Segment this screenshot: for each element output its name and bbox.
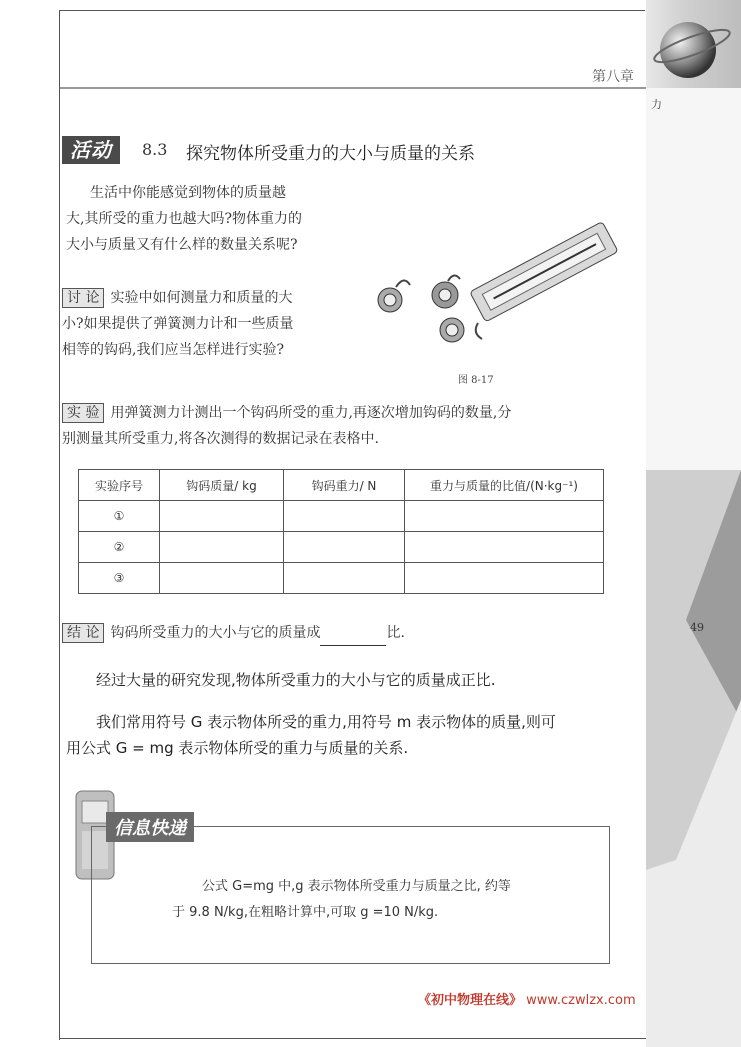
experiment-table [78, 469, 604, 594]
table-cell-index: ① [79, 501, 160, 532]
table-cell[interactable] [405, 501, 604, 532]
chapter-side-char: 力 [651, 98, 662, 111]
intro-line: 大小与质量又有什么样的数量关系呢? [66, 237, 298, 253]
page-frame-left [59, 10, 60, 1040]
conclusion-tag: 结 论 [62, 623, 104, 643]
page-frame-top [60, 10, 645, 11]
intro-line: 大,其所受的重力也越大吗?物体重力的 [66, 211, 302, 227]
table-header-cell: 实验序号 [79, 470, 160, 501]
table-row [79, 532, 604, 563]
info-line: 于 9.8 N/kg,在粗略计算中,可取 g =10 N/kg. [172, 905, 439, 920]
table-cell[interactable] [284, 563, 405, 594]
page-number: 49 [690, 621, 704, 634]
header-rule [60, 87, 646, 89]
discuss-line: 相等的钩码,我们应当怎样进行实验? [62, 342, 284, 358]
body-line: 用公式 G = mg 表示物体所受的重力与质量的关系. [66, 739, 409, 757]
info-line: 公式 G=mg 中,g 表示物体所受重力与质量之比, 约等 [202, 879, 511, 894]
figure-caption: 图 8-17 [458, 375, 494, 386]
footer-brand-name: 《初中物理在线》 [418, 993, 523, 1008]
experiment-line: 别测量其所受重力,将各次测得的数据记录在表格中. [62, 431, 379, 447]
side-wedge-graphic [646, 0, 741, 1047]
conclusion-text-end: 比. [386, 625, 405, 641]
table-cell[interactable] [284, 532, 405, 563]
body-line: 经过大量的研究发现,物体所受重力的大小与它的质量成正比. [96, 671, 496, 689]
activity-badge: 活动 [62, 136, 120, 164]
conclusion-blank[interactable] [320, 631, 386, 646]
body-line: 我们常用符号 G 表示物体所受的重力,用符号 m 表示物体的质量,则可 [96, 713, 556, 731]
spring-scale-figure [360, 195, 620, 365]
activity-number: 8.3 [142, 140, 168, 159]
intro-paragraph [66, 180, 366, 258]
table-cell[interactable] [160, 563, 284, 594]
experiment-section [62, 400, 622, 452]
table-cell[interactable] [160, 532, 284, 563]
experiment-tag: 实 验 [62, 403, 104, 423]
footer-url: www.czwlzx.com [526, 993, 636, 1008]
discuss-line: 实验中如何测量力和质量的大 [110, 290, 293, 306]
conclusion-text: 钩码所受重力的大小与它的质量成 [110, 625, 321, 641]
discuss-line: 小?如果提供了弹簧测力计和一些质量 [62, 316, 294, 332]
table-row [79, 501, 604, 532]
table-cell[interactable] [405, 532, 604, 563]
table-cell-index: ③ [79, 563, 160, 594]
info-text [172, 874, 592, 926]
table-row [79, 563, 604, 594]
table-header-cell: 钩码质量/ kg [160, 470, 284, 501]
info-badge: 信息快递 [106, 812, 194, 842]
table-cell[interactable] [284, 501, 405, 532]
activity-title: 探究物体所受重力的大小与质量的关系 [186, 144, 475, 164]
table-header-cell: 重力与质量的比值/(N·kg⁻¹) [405, 470, 604, 501]
table-header-row [79, 470, 604, 501]
table-cell-index: ② [79, 532, 160, 563]
chapter-label: 第八章 [592, 69, 634, 85]
experiment-line: 用弹簧测力计测出一个钩码所受的重力,再逐次增加钩码的数量,分 [110, 405, 512, 421]
page-frame-bottom [59, 1038, 741, 1039]
table-cell[interactable] [160, 501, 284, 532]
table-header-cell: 钩码重力/ N [284, 470, 405, 501]
intro-line: 生活中你能感觉到物体的质量越 [90, 185, 286, 201]
discuss-tag: 讨 论 [62, 288, 104, 308]
body-text [66, 667, 626, 761]
footer-brand[interactable] [418, 989, 636, 1008]
discuss-section [62, 285, 362, 363]
conclusion-section [62, 620, 622, 646]
planet-icon [650, 8, 738, 83]
table-cell[interactable] [405, 563, 604, 594]
